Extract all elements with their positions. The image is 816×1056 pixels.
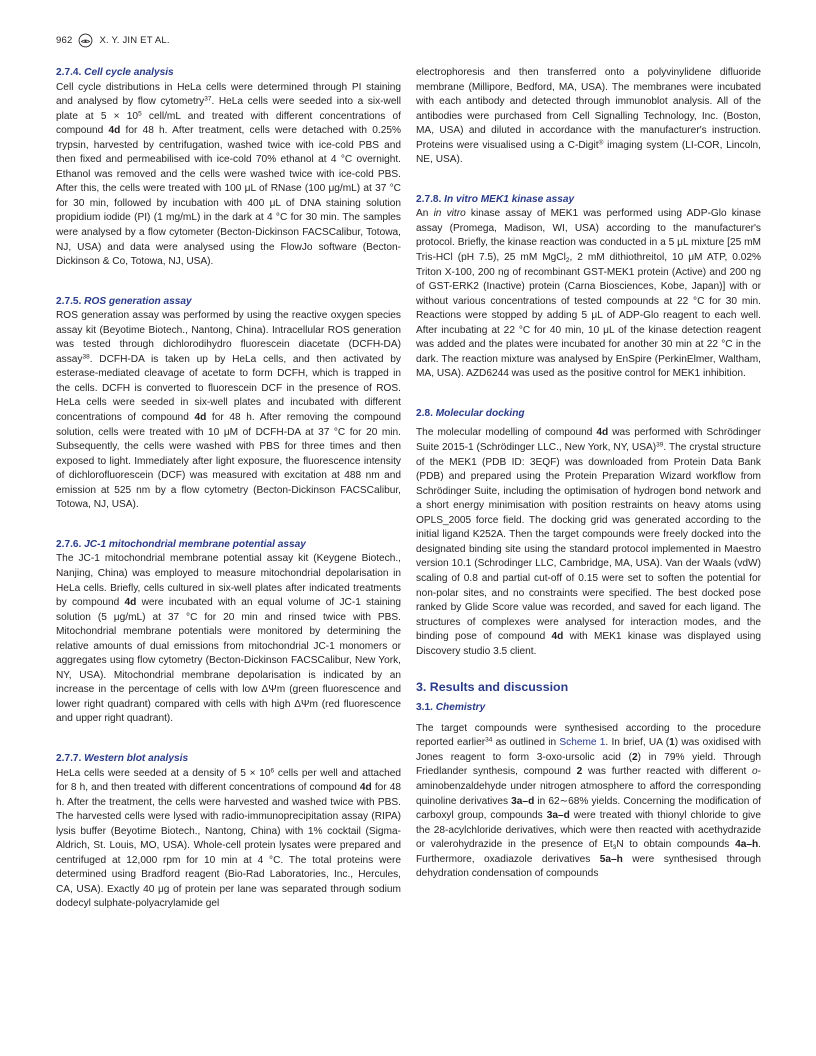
section-heading: 2.7.8. In vitro MEK1 kinase assay bbox=[416, 193, 575, 205]
section-3 bbox=[416, 679, 761, 695]
paragraph: Cell cycle distributions in HeLa cells were determined through PI staining and analysed by flow cytometry$^{37}$. HeLa cells were seeded into a six-well plate at $5 \times 10^5$ cell/mL and treated with different concentrations of compound 4d for 48 h. After treatment, cells were detached with 0.25% trypsin, harvested by centrifugation, washed twice with ice-cold PBS and then fixed and permeabilised with ice-cold 70% ethanol at 4 °C overnight. Ethanol was removed and the cells were washed twice with ice-cold PBS. After this, the cells were treated with 100 μL of RNase (100 μg/mL) at 37 °C for 30 min, followed by incubation with 400 μL of DNA staining solution propidium iodide (PI) (1 mg/mL) in the dark at 4 °C for 30 min. The samples were analysed by a flow cytometer (Becton-Dickinson FACSCalibur, Totowa, NJ, USA) and data were analysed using the FlowJo software (Becton-Dickinson & Co, Totowa, NJ, USA). bbox=[56, 81, 401, 268]
section-2-7-5 bbox=[56, 295, 401, 513]
publisher-logo-icon bbox=[78, 33, 93, 48]
section-heading: 2.7.6. JC-1 mitochondrial membrane potential assay bbox=[56, 538, 306, 550]
section-heading: 2.7.7. Western blot analysis bbox=[56, 752, 189, 764]
section-2-7-7-continued bbox=[416, 66, 761, 168]
section-2-7-4 bbox=[56, 66, 401, 270]
paragraph: An in vitro kinase assay of MEK1 was performed using ADP-Glo kinase assay (Promega, Madison, WI, USA) according to the manufacturer's protocol. Briefly, the kinase reaction was conducted in a 5 μL mixture [25 mM Tris-HCl (pH 7.5), 25 mM MgCl$_2$, 2 mM dithiothreitol, 10 μM ATP, 0.02% Triton X-100, 200 ng of recombinant GST-MEK1 protein (Active) and 200 ng of GST-ERK2 (Inactive) protein (Carna Biosciences, Kobe, Japan)] with or without various concentrations of tested compounds at 22 °C for 30 min. Reactions were stopped by adding 5 μL of ADP-Glo reagent to each well. After incubating at 22 °C for 40 min, 10 μL of the kinase detection reagent was added and the plates were incubated for another 30 min at 22 °C in the dark. The reaction mixture was analysed by EnSpire (PerkinElmer, Waltham, MA, USA). AZD6244 was used as the positive control for MEK1 inhibition. bbox=[416, 208, 762, 380]
section-2-7-6 bbox=[56, 538, 401, 727]
left-column bbox=[56, 66, 401, 912]
section-heading: 2.7.5. ROS generation assay bbox=[56, 295, 192, 307]
scheme-link[interactable]: Scheme 1 bbox=[559, 737, 606, 749]
section-heading: 3.1. Chemistry bbox=[416, 702, 486, 714]
section-2-7-7 bbox=[56, 752, 401, 912]
paragraph: The target compounds were synthesised according to the procedure reported earlier$^{34}$ as outlined in Scheme 1. In brief, UA (1) was oxidised with Jones reagent to form 3-oxo-ursolic acid (2) in 79% yield. Through Friedlander synthesis, compound 2 was further reacted with different o-aminobenzaldehyde under nitrogen atmosphere to afford the corresponding quinoline derivatives 3a–d in 62∼68% yields. Concerning the modification of carboxyl group, compounds 3a–d were treated with thionyl chloride to give the 28-acylchloride derivatives, which were then reacted with acethydrazide or valerohydrazide in the presence of $Et_3N$ to obtain compounds 4a–h. Furthermore, oxadiazole derivatives 5a–h were synthesised through dehydration condensation of compounds bbox=[416, 722, 761, 880]
section-2-8 bbox=[416, 407, 761, 659]
paragraph: HeLa cells were seeded at a density of $5 \times 10^6$ cells per well and attached for 8 h, and then treated with different concentrations of compound 4d for 48 h. After the treatment, the cells were harvested and washed twice with PBS. The harvested cells were lysed with radio-immunoprecipitation assay (RIPA) lysis buffer (Beyotime Biotech., Nantong, China) with 1% cocktail (Sigma-Aldrich, St. Louis, MO, USA). Whole-cell protein lysates were prepared and centrifuged at 12,000 rpm for 10 min at 4 °C. The total proteins were determined using Bradford reagent (Bio-Rad Laboratories, Inc., Hercules, CA, USA). Exactly 40 μg of protein per lane was separated through sodium dodecyl sulphate-polyacrylamide gel bbox=[56, 767, 401, 910]
paragraph: ROS generation assay was performed by using the reactive oxygen species assay kit (Beyotime Biotech., Nantong, China). Intracellular ROS generation was tested through dichlorodihydro fluorescein diacetate (DCFH-DA) assay$^{38}$. DCFH-DA is taken up by HeLa cells, and then activated by esterase-mediated cleavage of acetate to form DCFH, which is trapped in the cells. DCFH is converted to fluorescein DCF in the presence of ROS. HeLa cells were seeded in six-well plates and incubated with different concentrations of compound 4d for 48 h. After removing the compound solution, cells were treated with 10 μM of DCFH-DA at 37 °C for 20 min. Subsequently, the cells were washed with PBS for three times and then exposed to light. Immediately after light exposure, the fluorescence intensity of dichlorofluorescein (DCF) was measured with excitation at 488 nm and emission at 525 nm by a flow cytometry (Becton-Dickinson FACSCalibur, Totowa, NJ, USA). bbox=[56, 310, 401, 511]
paragraph: The JC-1 mitochondrial membrane potential assay kit (Keygene Biotech., Nanjing, China) was employed to measure mitochondrial depolarisation in HeLa cells. Briefly, cells cultured in six-well plates after indicated treatments by compound 4d were incubated with an equal volume of JC-1 staining solution (5 μg/mL) at 37 °C for 20 min and rinsed twice with PBS. Mitochondrial membrane potentials were monitored by determining the relative amounts of dual emissions from mitochondrial JC-1 monomers or aggregates using flow cytometry (Becton-Dickinson FACSCalibur, New York, NY, USA). Mitochondrial membrane depolarisation is indicated by an increase in the percentage of cells with low ΔΨm (green fluorescence and lower right quadrant) compared with cells with high ΔΨm (red fluorescence and upper right quadrant). bbox=[56, 553, 401, 725]
section-2-7-8 bbox=[416, 193, 761, 382]
section-heading-results: 3. Results and discussion bbox=[416, 680, 569, 695]
page-number: 962 bbox=[56, 34, 73, 46]
section-heading: 2.8. Molecular docking bbox=[416, 407, 525, 419]
running-authors: X. Y. JIN ET AL. bbox=[99, 34, 170, 46]
right-column bbox=[416, 66, 761, 882]
paragraph: The molecular modelling of compound 4d was performed with Schrödinger Suite 2015-1 (Schrödinger LLC., New York, NY, USA)$^{39}$. The crystal structure of the MEK1 (PDB ID: 3EQF) was downloaded from Protein Data Bank (PDB) and prepared using the Protein Preparation Wizard workflow from Schrödinger Suite, including the optimisation of hydrogen bond network and a short energy minimisation with position restraints on heavy atoms using OPLS_2005 force field. The docking grid was generated according to the initial ligand K252A. Then the target compounds were freely docked into the designated binding site using the standard protocol implemented in Maestro version 10.1 (Schrodinger LLC, Cambridge, MA, USA). Van der Waals (vdW) scaling of 0.8 and partial cut-off of 0.15 were set to soften the potential for non-polar sites, and no constraints were specified. The best docked pose ranked by Glide Score value was recorded, and saved for each ligand. The structures of complexes were analysed for interaction modes, and the binding pose of compound 4d with MEK1 kinase was displayed using Discovery studio 3.5 client. bbox=[416, 427, 762, 657]
section-heading: 2.7.4. Cell cycle analysis bbox=[56, 67, 174, 78]
paragraph: electrophoresis and then transferred onto a polyvinylidene difluoride membrane (Millipore, Bedford, MA, USA). The membranes were incubated with each antibody and detected through immunoblot analysis. All of the antibodies were purchased from Cell Signalling Technology, Inc. (Boston, MA, USA) and diluted in accordance with the manufacturer's instruction. Proteins were visualised using a C-Digit® imaging system (LI-COR, Lincoln, NE, USA). bbox=[416, 67, 761, 166]
running-header bbox=[56, 30, 170, 50]
section-3-1 bbox=[416, 701, 761, 882]
